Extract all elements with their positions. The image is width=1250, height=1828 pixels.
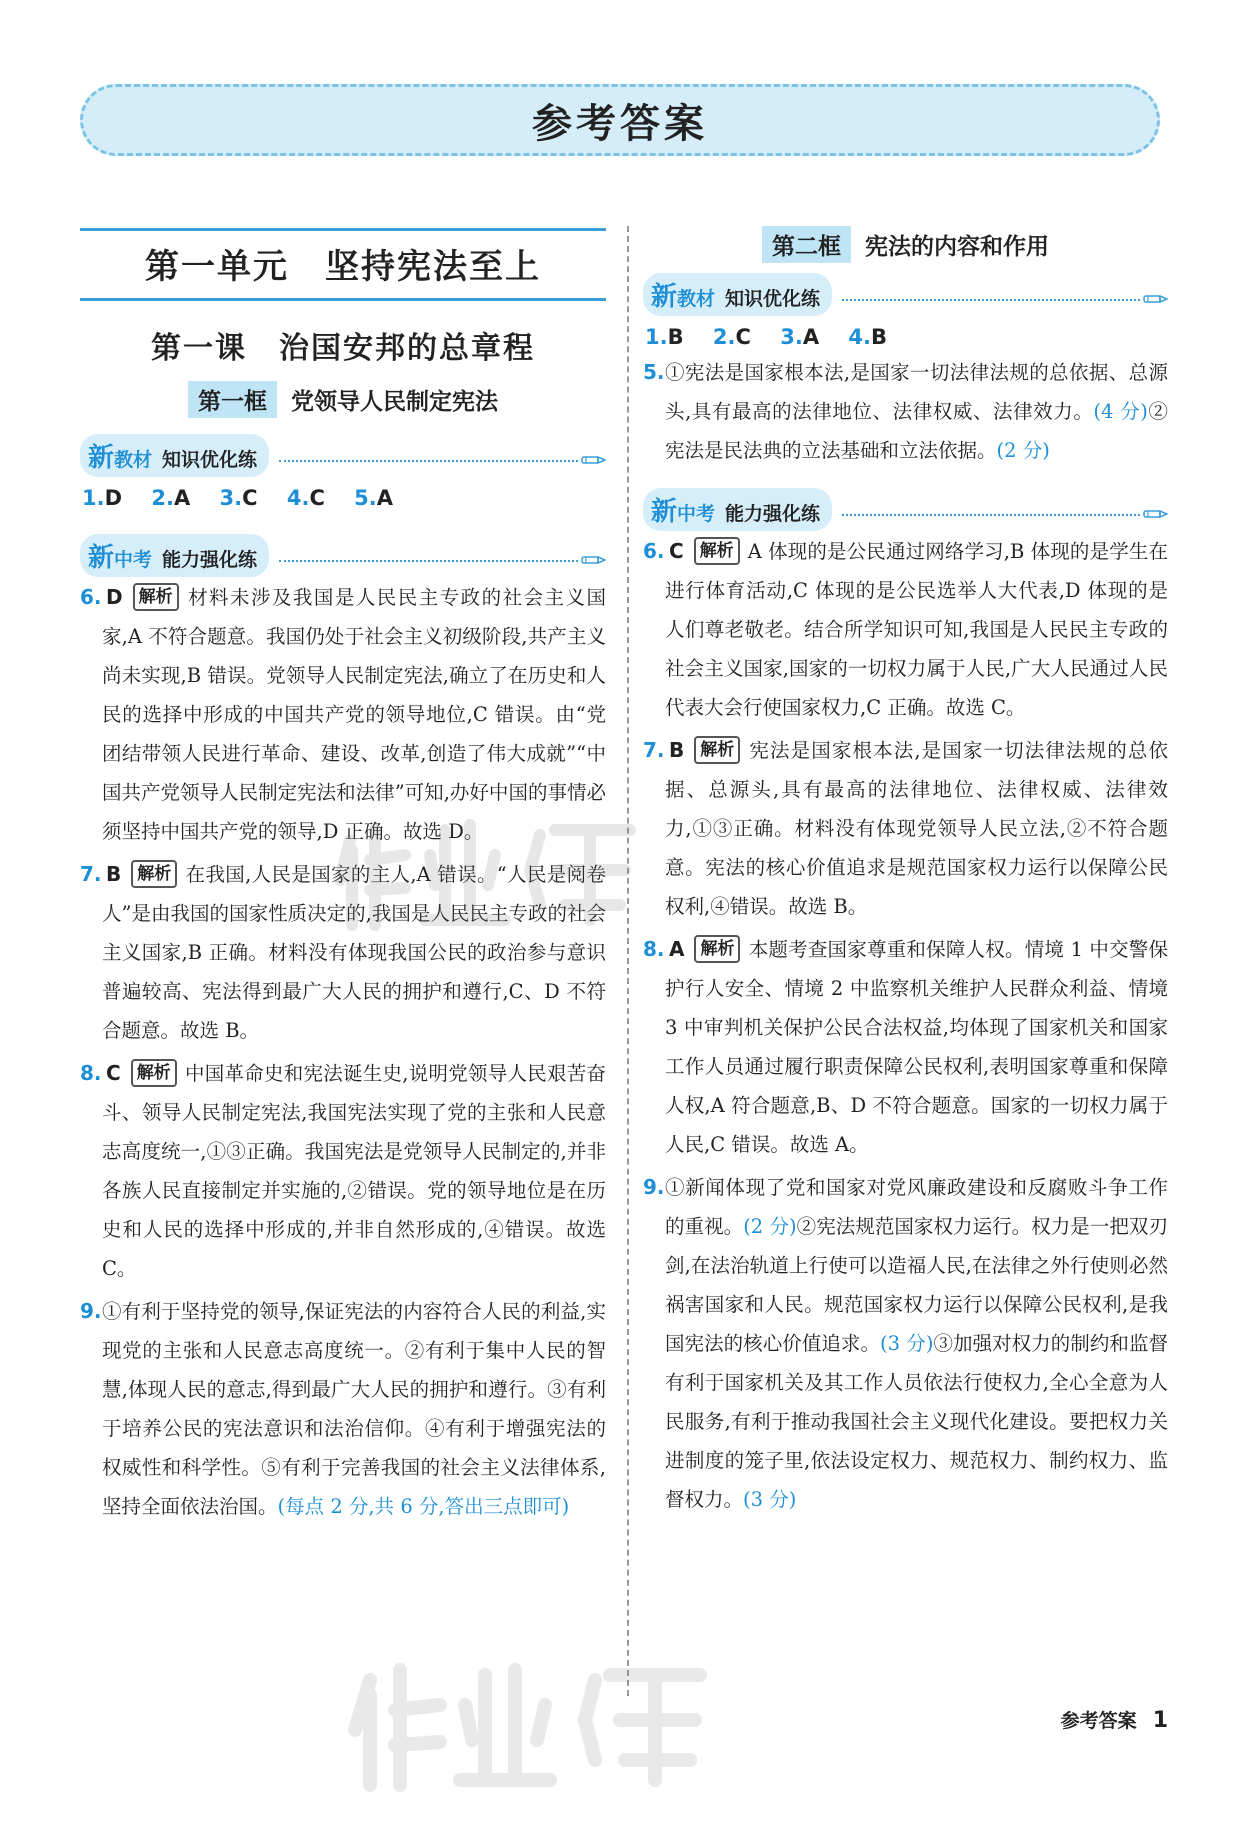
frame-title [80,381,606,418]
score-note: (3 分) [743,1488,797,1511]
explanation-text: 在我国,人民是国家的主人,A 错误。“人民是阅卷人”是由我国的国家性质决定的,我国是人民民主专政的社会主义国家,B 正确。材料没有体现我国公民的政治参与意识普遍较高、宪法得到最广大人民的拥护和遵行,C、D 不符合题意。故选 B。 [102,863,606,1042]
score-note: (4 分) [1093,400,1148,423]
answer-option: C [669,539,684,563]
section-name: 知识优化练 [725,287,821,310]
answer-item: 3.C [219,486,258,510]
section-category: 教材 [677,287,716,310]
question-6 [643,532,1168,727]
section-header-knowledge [643,275,1168,313]
answer-item: 3.A [780,325,820,349]
section-name: 能力强化练 [162,548,258,571]
section-pill [80,434,269,477]
question-number: 6. [80,585,102,609]
answer-item: 5.A [354,486,394,510]
section-category: 中考 [114,548,153,571]
explanation-tag: 解析 [694,935,740,963]
section-header-ability [80,536,606,574]
page-title: 参考答案 [532,100,708,147]
lesson-title: 第一课 治国安邦的总章程 [151,331,535,366]
answer-option: D [106,585,123,609]
unit-title: 第一单元 坚持宪法至上 [80,228,606,301]
explanation-tag: 解析 [694,537,740,565]
explanation-tag: 解析 [131,1059,177,1087]
answer-option: A [669,937,685,961]
left-column [80,226,606,1526]
answer-text: ③加强对权力的制约和监督有利于国家机关及其工作人员依法行使权力,全心全意为人民服务,有利于推动我国社会主义现代化建设。要把权力关进制度的笼子里,依法设定权力、规范权力、制约权力、监督权力。 [665,1332,1168,1511]
score-note: (2 分) [743,1215,797,1238]
section-name: 知识优化练 [162,448,258,471]
explanation-text: 中国革命史和宪法诞生史,说明党领导人民艰苦奋斗、领导人民制定宪法,我国宪法实现了党的主张和人民意志高度统一,①③正确。我国宪法是党领导人民制定的,并非各族人民直接制定并实施的,②错误。党的领导地位是在历史和人民的选择中形成的,并非自然形成的,④错误。故选 C。 [102,1062,606,1280]
page-footer [1061,1706,1168,1733]
pen-icon [1142,507,1168,521]
section-pill [80,534,269,577]
title-banner [80,84,1160,156]
footer-label: 参考答案 [1060,1710,1137,1732]
question-number: 9. [80,1299,102,1323]
question-number: 7. [643,738,665,762]
watermark-graphic [340,1650,740,1800]
explanation-text: 材料未涉及我国是人民民主专政的社会主义国家,A 不符合题意。我国仍处于社会主义初级阶段,共产主义尚未实现,B 错误。党领导人民制定宪法,确立了在历史和人民的选择中形成的中国共产党的领导地位,C 错误。由“党团结带领人民进行革命、建设、改革,创造了伟大成就”“中国共产党领导人民制定宪法和法律”可知,办好中国的事情必须坚持中国共产党的领导,D 正确。故选 D。 [102,586,606,843]
frame-name: 宪法的内容和作用 [865,233,1049,260]
answer-item: 1.B [645,325,684,349]
question-number: 6. [643,539,665,563]
answer-item: 4.C [286,486,325,510]
section-xin: 新 [651,496,678,527]
quick-answers [643,325,1168,349]
question-7 [643,731,1168,926]
question-number: 9. [643,1175,665,1199]
section-category: 教材 [114,448,153,471]
question-number: 8. [80,1061,102,1085]
page-number: 1 [1152,1708,1168,1733]
answer-text: ②宪法是民法典的立法基础和立法依据。 [665,400,1168,462]
frame-name: 党领导人民制定宪法 [291,388,498,415]
section-xin: 新 [651,281,678,312]
question-9 [643,1168,1168,1519]
section-xin: 新 [88,542,115,573]
pen-icon [1142,292,1168,306]
section-name: 能力强化练 [725,502,821,525]
section-xin: 新 [88,442,115,473]
question-number: 7. [80,862,102,886]
question-number: 5. [643,360,665,384]
section-header-ability [643,490,1168,528]
score-note: (2 分) [996,439,1050,462]
quick-answers [80,486,606,510]
answer-item: 1.D [82,486,123,510]
frame-title [643,226,1168,263]
section-pill [643,273,832,316]
answer-text: ①新闻体现了党和国家对党风廉政建设和反腐败斗争工作的重视。 [665,1176,1168,1238]
answer-item: 2.C [712,325,751,349]
question-7 [80,855,606,1050]
column-divider [627,226,629,1696]
question-6 [80,578,606,851]
dotted-line [842,299,1140,301]
pen-icon [580,553,606,567]
answer-text: ②宪法规范国家权力运行。权力是一把双刃剑,在法治轨道上行使可以造福人民,在法律之外行使则必然祸害国家和人民。规范国家权力运行以保障公民权利,是我国宪法的核心价值追求。 [665,1215,1168,1355]
answer-option: B [669,738,685,762]
answer-item: 4.B [848,325,888,349]
explanation-text: A 体现的是公民通过网络学习,B 体现的是学生在进行体育活动,C 体现的是公民选举人大代表,D 体现的是人们尊老敬老。结合所学知识可知,我国是人民民主专政的社会主义国家,国家的一切权力属于人民,广大人民通过人民代表大会行使国家权力,C 正确。故选 C。 [665,540,1168,719]
question-number: 8. [643,937,665,961]
question-8 [643,930,1168,1164]
answer-option: C [106,1061,121,1085]
explanation-text: 本题考查国家尊重和保障人权。情境 1 中交警保护行人安全、情境 2 中监察机关维护人民群众利益、情境 3 中审判机关保护公民合法权益,均体现了国家机关和国家工作人员通过履行职责保障公民权利,表明国家尊重和保障人权,A 符合题意,B、D 不符合题意。国家的一切权力属于人民,C 错误。故选 A。 [665,938,1168,1156]
section-header-knowledge [80,436,606,474]
explanation-tag: 解析 [694,736,740,764]
frame-label: 第一框 [188,381,277,418]
question-8 [80,1054,606,1288]
explanation-tag: 解析 [131,860,177,888]
right-column [643,226,1168,1519]
answer-option: B [106,862,122,886]
score-note: (每点 2 分,共 6 分,答出三点即可) [277,1495,570,1518]
explanation-text: 宪法是国家根本法,是国家一切法律法规的总依据、总源头,具有最高的法律地位、法律权威、法律效力,①③正确。材料没有体现党领导人民立法,②不符合题意。宪法的核心价值追求是规范国家权力运行以保障公民权利,④错误。故选 B。 [665,739,1168,918]
question-5 [643,353,1168,470]
section-category: 中考 [677,502,716,525]
frame-label: 第二框 [762,226,851,263]
section-pill [643,488,832,531]
answer-text: ①有利于坚持党的领导,保证宪法的内容符合人民的利益,实现党的主张和人民意志高度统一。②有利于集中人民的智慧,体现人民的意志,得到最广大人民的拥护和遵行。③有利于培养公民的宪法意识和法治信仰。④有利于增强宪法的权威性和科学性。⑤有利于完善我国的社会主义法律体系,坚持全面依法治国。 [102,1300,606,1518]
explanation-tag: 解析 [133,583,179,611]
score-note: (3 分) [880,1332,934,1355]
dotted-line [279,560,578,562]
pen-icon [580,453,606,467]
answer-text: ①宪法是国家根本法,是国家一切法律法规的总依据、总源头,具有最高的法律地位、法律权威、法律效力。 [665,361,1168,423]
dotted-line [842,514,1140,516]
answer-item: 2.A [151,486,191,510]
dotted-line [279,460,578,462]
question-9 [80,1292,606,1526]
